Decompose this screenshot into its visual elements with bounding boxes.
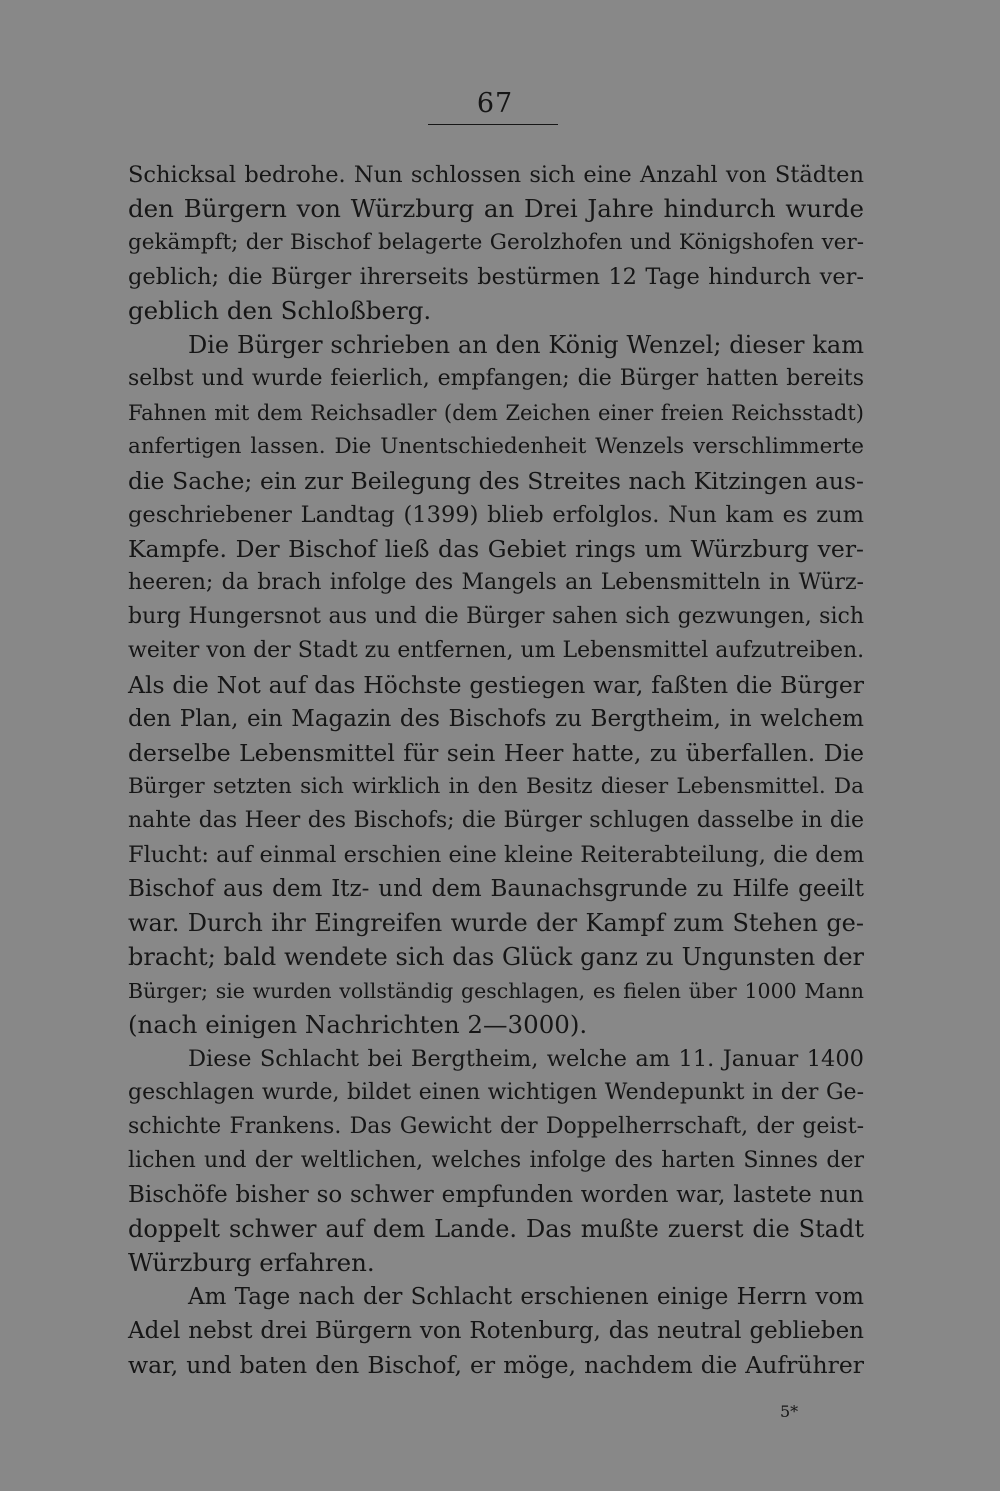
text-line: Bischöfe bisher so schwer empfunden worden war, lastete nun xyxy=(128,1182,864,1208)
text-line: Würzburg erfahren. xyxy=(128,1248,375,1277)
text-line: bracht; bald wendete sich das Glück ganz zu Ungunsten der xyxy=(128,943,864,971)
text-line: geblich; die Bürger ihrerseits bestürmen 12 Tage hindurch ver- xyxy=(128,264,864,290)
text-line: Fahnen mit dem Reichsadler (dem Zeichen einer freien Reichsstadt) xyxy=(128,401,864,425)
text-line: burg Hungersnot aus und die Bürger sahen sich gezwungen, sich xyxy=(128,604,864,629)
text-line: geschriebener Landtag (1399) blieb erfolglos. Nun kam es zum xyxy=(128,502,864,528)
text-line: doppelt schwer auf dem Lande. Das mußte zuerst die Stadt xyxy=(128,1215,864,1243)
text-line: derselbe Lebensmittel für sein Heer hatte, zu überfallen. Die xyxy=(128,739,864,767)
text-line: Kampfe. Der Bischof ließ das Gebiet rings um Würzburg ver- xyxy=(128,535,864,563)
text-line: selbst und wurde feierlich, empfangen; die Bürger hatten bereits xyxy=(128,366,864,391)
text-line: nahte das Heer des Bischofs; die Bürger schlugen dasselbe in die xyxy=(128,808,864,833)
text-line: schichte Frankens. Das Gewicht der Doppelherrschaft, der geist- xyxy=(128,1114,864,1139)
text-line: geblich den Schloßberg. xyxy=(128,296,432,325)
text-line: den Bürgern von Würzburg an Drei Jahre hindurch wurde xyxy=(128,194,864,223)
text-line: (nach einigen Nachrichten 2—3000). xyxy=(128,1010,588,1039)
text-line: Bischof aus dem Itz- und dem Baunachsgrunde zu Hilfe geeilt xyxy=(128,876,864,902)
text-line: Bürger; sie wurden vollständig geschlagen, es fielen über 1000 Mann xyxy=(128,979,864,1003)
text-line: Diese Schlacht bei Bergtheim, welche am 11. Januar 1400 xyxy=(188,1046,864,1072)
text-line: war, und baten den Bischof, er möge, nachdem die Aufrührer xyxy=(128,1351,864,1379)
text-line: Bürger setzten sich wirklich in den Besitz dieser Lebensmittel. Da xyxy=(128,774,864,799)
text-line: den Plan, ein Magazin des Bischofs zu Bergtheim, in welchem xyxy=(128,706,864,732)
sheet-signature: 5* xyxy=(780,1402,799,1421)
text-line: Adel nebst drei Bürgern von Rotenburg, das neutral geblieben xyxy=(128,1318,864,1344)
body-text xyxy=(128,158,864,1382)
text-line: Flucht: auf einmal erschien eine kleine Reiterabteilung, die dem xyxy=(128,842,865,868)
page-number: 67 xyxy=(476,88,514,119)
text-line: heeren; da brach infolge des Mangels an Lebensmitteln in Würz- xyxy=(128,570,864,595)
text-line: die Sache; ein zur Beilegung des Streites nach Kitzingen aus- xyxy=(128,467,864,495)
text-line: Am Tage nach der Schlacht erschienen einige Herrn vom xyxy=(188,1284,864,1310)
text-line: war. Durch ihr Eingreifen wurde der Kampf zum Stehen ge- xyxy=(128,909,864,937)
text-line: Als die Not auf das Höchste gestiegen war, faßten die Bürger xyxy=(128,671,864,699)
text-line: Schicksal bedrohe. Nun schlossen sich eine Anzahl von Städten xyxy=(128,162,864,188)
text-line: Die Bürger schrieben an den König Wenzel; dieser kam xyxy=(188,331,864,359)
text-line: geschlagen wurde, bildet einen wichtigen Wendepunkt in der Ge- xyxy=(128,1080,864,1105)
text-line: lichen und der weltlichen, welches infolge des harten Sinnes der xyxy=(128,1148,864,1173)
text-line: weiter von der Stadt zu entfernen, um Lebensmittel aufzutreiben. xyxy=(128,638,865,663)
text-line: anfertigen lassen. Die Unentschiedenheit Wenzels verschlimmerte xyxy=(128,434,864,459)
header-rule xyxy=(428,124,558,125)
text-line: gekämpft; der Bischof belagerte Gerolzhofen und Königshofen ver- xyxy=(128,230,864,255)
